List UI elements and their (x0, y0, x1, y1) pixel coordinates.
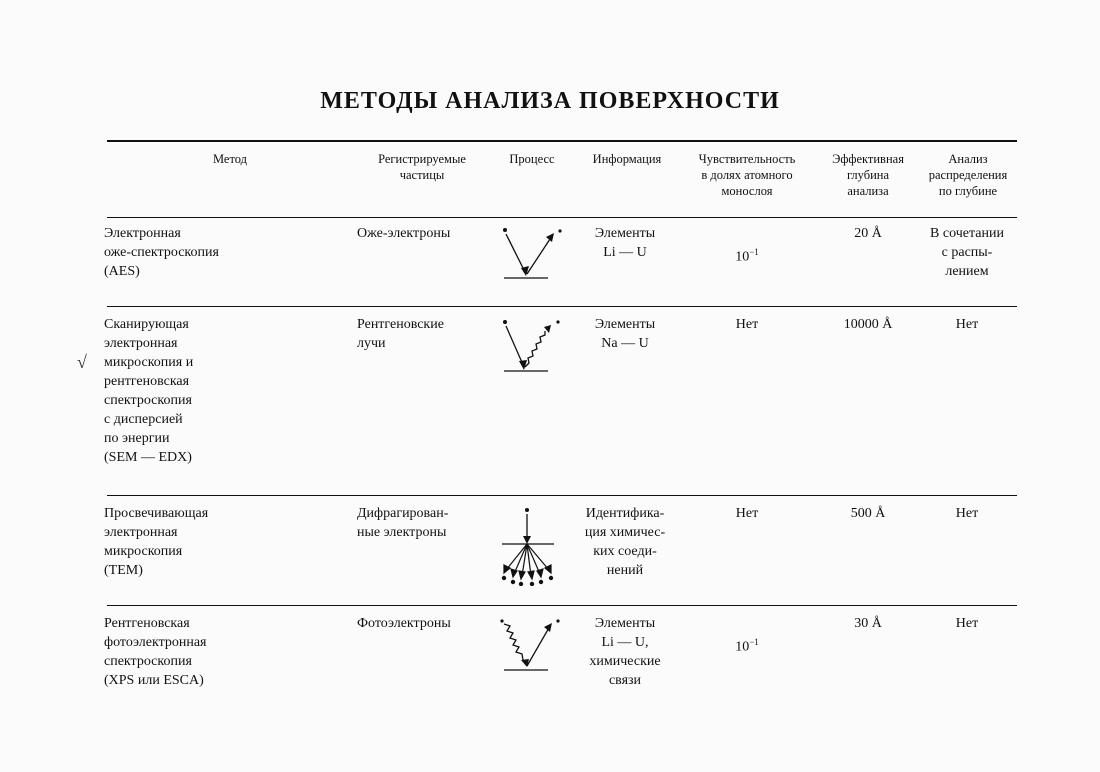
row-semedx-particles: Рентгеновские лучи (357, 317, 444, 351)
row-tem-depth: 500 Å (850, 506, 886, 521)
row-separator (107, 495, 1017, 496)
row-tem-info: Идентифика- ция химичес- ких соеди- нений (584, 506, 666, 578)
row-separator (107, 306, 1017, 307)
header-profile: Анализ распределения по глубине (928, 152, 1008, 198)
row-tem-particles: Дифрагирован- ные электроны (357, 506, 449, 540)
row-tem-sensitivity: Нет (735, 506, 759, 521)
header-sensitivity: Чувствительность в долях атомного монослоя (698, 152, 796, 198)
header-info: Информация (592, 152, 662, 166)
row-semedx-sensitivity: Нет (735, 317, 759, 332)
page-title: МЕТОДЫ АНАЛИЗА ПОВЕРХНОСТИ (320, 88, 780, 114)
row-xps-depth: 30 Å (854, 616, 882, 631)
header-method: Метод (212, 152, 248, 166)
row-aes-info: Элементы Li — U (594, 226, 656, 260)
header-process: Процесс (509, 152, 555, 166)
row-semedx-method: Сканирующая электронная микроскопия и рентгеновская спектроскопия с дисперсией по энергии (SEM — EDX) (104, 317, 194, 465)
row-separator (107, 605, 1017, 606)
aes-sensitivity-exponent: −1 (749, 247, 759, 257)
aes-sensitivity-base: 10 (735, 249, 750, 265)
row-tem-profile: Нет (955, 506, 979, 521)
margin-check-mark: √ (77, 352, 87, 372)
row-xps-info: Элементы Li — U, химические связи (589, 616, 661, 688)
xps-process-diagram (494, 614, 570, 678)
row-aes-sensitivity (692, 224, 802, 267)
row-xps-sensitivity (692, 614, 802, 657)
header-depth: Эффективная глубина анализа (832, 152, 904, 198)
xps-sensitivity-base: 10 (735, 639, 750, 655)
header-bottom-rule (107, 217, 1017, 218)
semedx-process-diagram (494, 315, 570, 379)
row-xps-particles: Фотоэлектроны (357, 616, 451, 631)
row-aes-depth: 20 Å (854, 226, 882, 241)
row-semedx-profile: Нет (955, 317, 979, 332)
xps-sensitivity-exponent: −1 (749, 637, 759, 647)
row-tem-method: Просвечивающая электронная микроскопия (TEM) (104, 506, 209, 578)
row-aes-profile: В сочетании с распы- лением (930, 226, 1004, 279)
header-particles: Регистрируемые частицы (378, 152, 466, 182)
table-top-rule (107, 140, 1017, 142)
aes-process-diagram (494, 224, 570, 284)
row-xps-profile: Нет (955, 616, 979, 631)
row-aes-particles: Оже-электроны (357, 226, 451, 241)
row-semedx-info: Элементы Na — U (594, 317, 656, 351)
row-semedx-depth: 10000 Å (843, 317, 893, 332)
row-aes-method: Электронная оже-спектроскопия (AES) (104, 226, 219, 279)
tem-process-diagram (494, 506, 570, 586)
row-xps-method: Рентгеновская фотоэлектронная спектроскопия (XPS или ESCA) (104, 616, 207, 688)
